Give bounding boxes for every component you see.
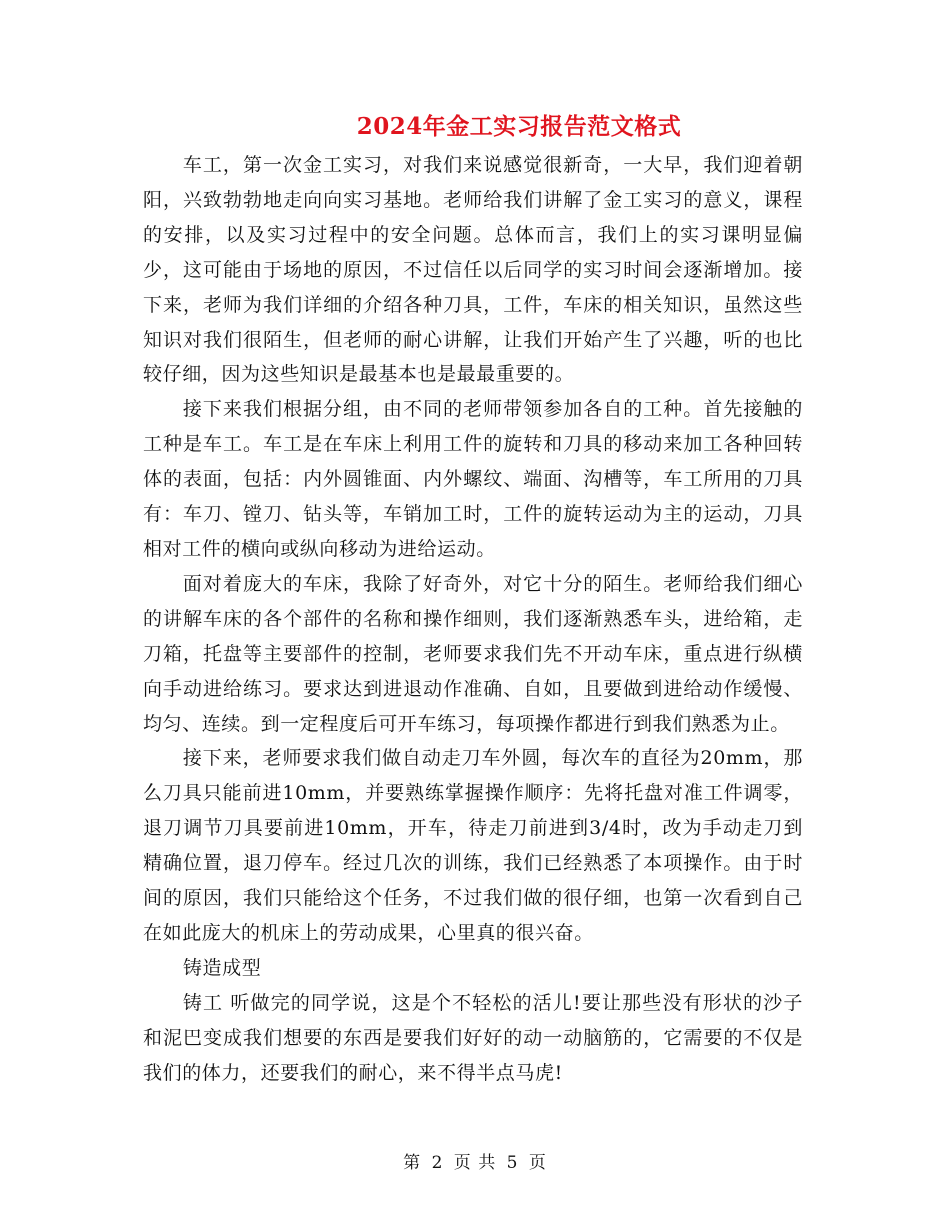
- section-heading-casting: 铸造成型: [182, 956, 262, 979]
- footer-current-page: 2: [431, 1153, 444, 1173]
- page-footer: [0, 1148, 950, 1173]
- footer-middle: 页 共: [453, 1153, 497, 1173]
- paragraph-5: 铸工 听做完的同学说，这是个不轻松的活儿!要让那些没有形状的沙子和泥巴变成我们想要的东西是要我们好好的动一动脑筋的，它需要的不仅是我们的体力，还要我们的耐心，来不得半点马虎!: [143, 991, 803, 1084]
- paragraph-1: 车工，第一次金工实习，对我们来说感觉很新奇，一大早，我们迎着朝阳，兴致勃勃地走向向实习基地。老师给我们讲解了金工实习的意义，课程的安排，以及实习过程中的安全问题。总体而言，我们上的实习课明显偏少，这可能由于场地的原因，不过信任以后同学的实习时间会逐渐增加。接下来，老师为我们详细的介绍各种刀具，工件，车床的相关知识，虽然这些知识对我们很陌生，但老师的耐心讲解，让我们开始产生了兴趣，听的也比较仔细，因为这些知识是最基本也是最最重要的。: [143, 154, 803, 386]
- paragraph-3: 面对着庞大的车床，我除了好奇外，对它十分的陌生。老师给我们细心的讲解车床的各个部件的名称和操作细则，我们逐渐熟悉车头，进给箱，走刀箱，托盘等主要部件的控制，老师要求我们先不开动车床，重点进行纵横向手动进给练习。要求达到进退动作准确、自如，且要做到进给动作缓慢、均匀、连续。到一定程度后可开车练习，每项操作都进行到我们熟悉为止。: [143, 572, 803, 735]
- footer-total-pages: 5: [506, 1153, 519, 1173]
- footer-suffix: 页: [528, 1153, 547, 1173]
- document-title: 2024年金工实习报告范文格式: [356, 113, 682, 140]
- document-body: [143, 148, 803, 1090]
- footer-prefix: 第: [403, 1153, 422, 1173]
- paragraph-4: 接下来，老师要求我们做自动走刀车外圆，每次车的直径为20mm，那么刀具只能前进10mm，并要熟练掌握操作顺序：先将托盘对准工件调零，退刀调节刀具要前进10mm，开车，待走刀前进到3/4时，改为手动走刀到精确位置，退刀停车。经过几次的训练，我们已经熟悉了本项操作。由于时间的原因，我们只能给这个任务，不过我们做的很仔细，也第一次看到自己在如此庞大的机床上的劳动成果，心里真的很兴奋。: [143, 747, 803, 944]
- paragraph-2: 接下来我们根据分组，由不同的老师带领参加各自的工种。首先接触的工种是车工。车工是在车床上利用工件的旋转和刀具的移动来加工各种回转体的表面，包括：内外圆锥面、内外螺纹、端面、沟槽等，车工所用的刀具有：车刀、镗刀、钻头等，车销加工时，工件的旋转运动为主的运动，刀具相对工件的横向或纵向移动为进给运动。: [143, 398, 803, 560]
